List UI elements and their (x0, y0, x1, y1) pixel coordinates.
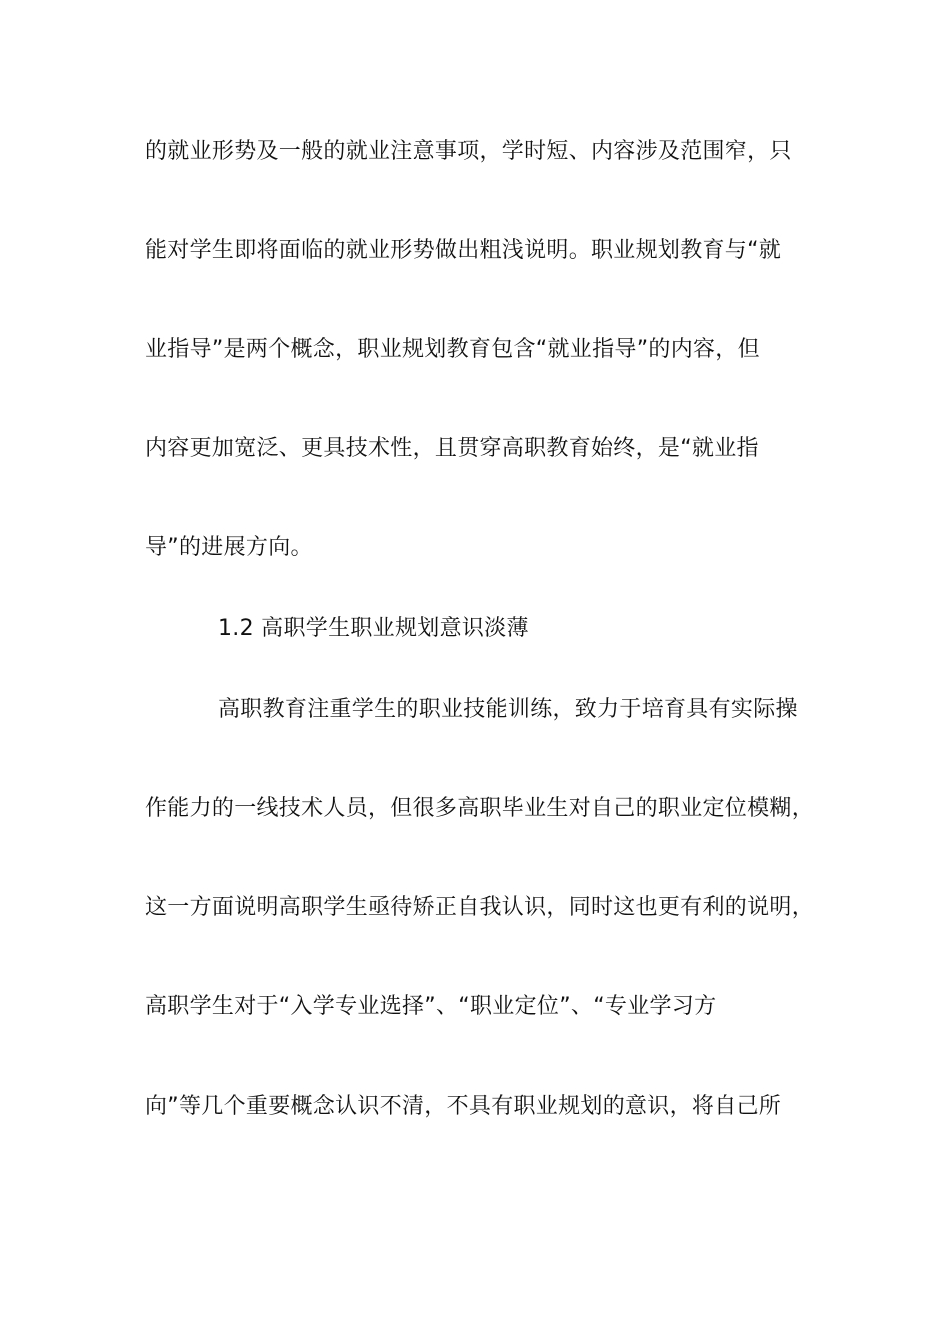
paragraph-2-line-2: 作能力的一线技术人员，但很多高职毕业生对自己的职业定位模糊， (145, 796, 815, 821)
section-heading: 1.2 高职学生职业规划意识淡薄 (218, 616, 529, 641)
paragraph-1-line-1: 的就业形势及一般的就业注意事项，学时短、内容涉及范围窄，只 (145, 139, 792, 164)
paragraph-2-line-4: 高职学生对于“入学专业选择”、“职业定位”、“专业学习方 (145, 994, 717, 1019)
paragraph-2-line-1: 高职教育注重学生的职业技能训练，致力于培育具有实际操 (218, 697, 798, 722)
paragraph-1-line-4: 内容更加宽泛、更具技术性，且贯穿高职教育始终，是“就业指 (145, 436, 759, 461)
paragraph-2-line-5: 向”等几个重要概念认识不清，不具有职业规划的意识，将自己所 (145, 1094, 782, 1119)
paragraph-1-line-5: 导”的进展方向。 (145, 535, 313, 560)
paragraph-1-line-3: 业指导”是两个概念，职业规划教育包含“就业指导”的内容，但 (145, 337, 760, 362)
paragraph-2-line-3: 这一方面说明高职学生亟待矫正自我认识，同时这也更有利的说明， (145, 895, 815, 920)
paragraph-1-line-2: 能对学生即将面临的就业形势做出粗浅说明。职业规划教育与“就 (145, 238, 782, 263)
